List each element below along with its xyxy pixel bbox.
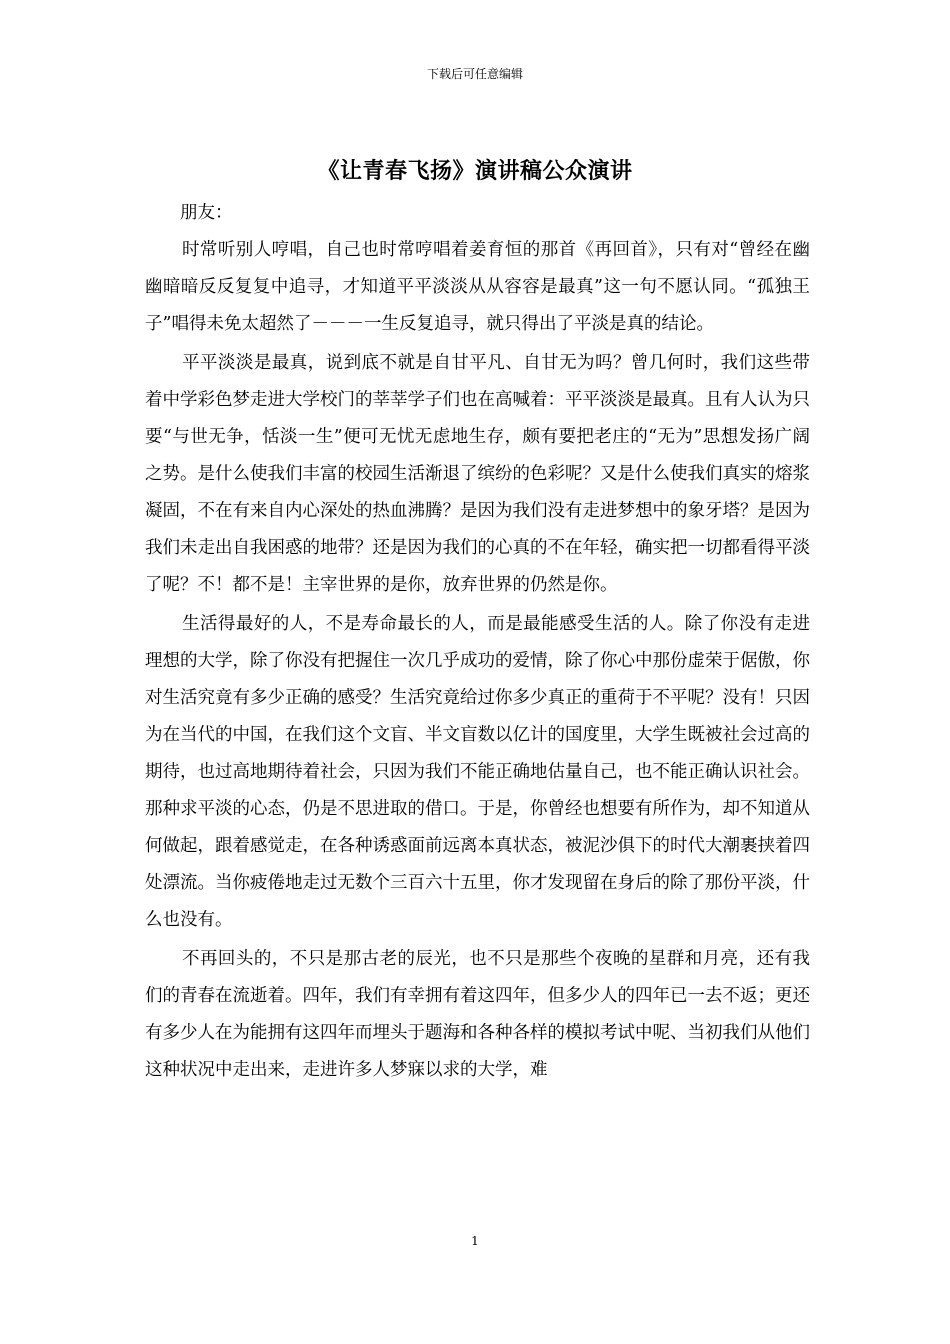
page-number: 1 [471,1234,479,1248]
paragraph-2: 平平淡淡是最真，说到底不就是自甘平凡、自甘无为吗？曾几何时，我们这些带着中学彩色梦走进大学校门的莘莘学子们也在高喊着：平平淡淡是最真。且有人认为只要“与世无争，恬淡一生”便可无忧无虑地生存，颇有要把老庄的“无为”思想发扬广阔之势。是什么使我们丰富的校园生活渐退了缤纷的色彩呢？又是什么使我们真实的熔浆凝固，不在有来自内心深处的热血沸腾？是因为我们没有走进梦想中的象牙塔？是因为我们未走出自我困惑的地带？还是因为我们的心真的不在年轻，确实把一切都看得平淡了呢？不！都不是！主宰世界的是你，放弃世界的仍然是你。 [145,353,810,595]
page-header: 下载后可任意编辑 [426,67,523,81]
document-title: 《让青春飞扬》演讲稿公众演讲 [317,158,633,184]
paragraph-3: 生活得最好的人，不是寿命最长的人，而是最能感受生活的人。除了你没有走进理想的大学，除了你没有把握住一次几乎成功的爱情，除了你心中那份虚荣于倨傲，你对生活究竟有多少正确的感受？生活究竟给过你多少真正的重荷于不平呢？没有！只因为在当代的中国，在我们这个文盲、半文盲数以亿计的国度里，大学生既被社会过高的期待，也过高地期待着社会，只因为我们不能正确地估量自己，也不能正确认识社会。那种求平淡的心态，仍是不思进取的借口。于是，你曾经也想要有所作为，却不知道从何做起，跟着感觉走，在各种诱惑面前远离本真状态，被泥沙俱下的时代大潮裹挟着四处漂流。当你疲倦地走过无数个三百六十五里，你才发现留在身后的除了那份平淡，什么也没有。 [145,614,810,930]
greeting: 朋友： [180,203,233,223]
paragraph-1: 时常听别人哼唱，自己也时常哼唱着姜育恒的那首《再回首》，只有对“曾经在幽幽暗暗反反复复中追寻，才知道平平淡淡从从容容是最真”这一句不愿认同。“孤独王子”唱得未免太超然了－－－一生反复追寻，就只得出了平淡是真的结论。 [145,240,810,334]
document-body [145,195,810,1089]
paragraph-4: 不再回头的，不只是那古老的辰光，也不只是那些个夜晚的星群和月亮，还有我们的青春在流逝着。四年，我们有幸拥有着这四年，但多少人的四年已一去不返；更还有多少人在为能拥有这四年而埋头于题海和各种各样的模拟考试中呢、当初我们从他们这种状况中走出来，走进许多人梦寐以求的大学，难 [145,949,810,1080]
